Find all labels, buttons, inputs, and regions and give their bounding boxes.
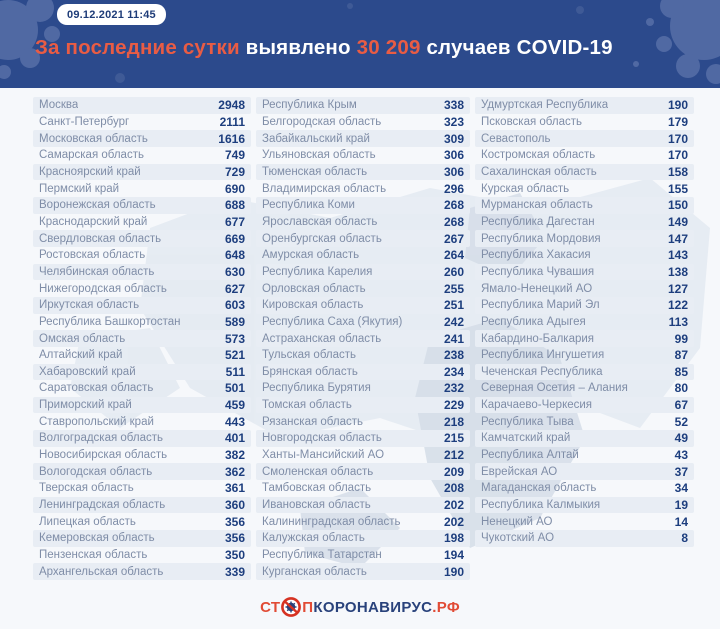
region-cases-value: 52 <box>674 414 688 429</box>
title-tail: случаев COVID-19 <box>420 36 613 59</box>
table-row <box>33 264 251 281</box>
region-name: Кемеровская область <box>39 532 155 545</box>
table-row <box>256 347 470 364</box>
region-name: Удмуртская Республика <box>481 99 609 112</box>
region-cases-value: 14 <box>674 514 688 529</box>
region-cases-value: 459 <box>224 398 245 413</box>
region-name: Свердловская область <box>39 232 162 245</box>
region-name: Ненецкий АО <box>481 515 553 528</box>
region-column <box>33 97 251 580</box>
region-cases-value: 242 <box>443 314 464 329</box>
region-name: Республика Карелия <box>262 265 373 278</box>
table-row <box>33 114 251 131</box>
table-row <box>33 230 251 247</box>
table-row <box>33 364 251 381</box>
region-name: Ставропольский край <box>39 415 154 428</box>
region-cases-value: 99 <box>674 331 688 346</box>
region-name: Республика Тыва <box>481 415 574 428</box>
region-cases-value: 194 <box>443 548 464 563</box>
region-name: Республика Калмыкия <box>481 499 601 512</box>
table-row <box>256 364 470 381</box>
region-cases-value: 501 <box>224 381 245 396</box>
table-row <box>475 314 694 331</box>
region-name: Астраханская область <box>262 332 382 345</box>
region-cases-value: 80 <box>674 381 688 396</box>
region-cases-value: 158 <box>667 164 688 179</box>
table-row <box>475 130 694 147</box>
region-name: Ульяновская область <box>262 149 376 162</box>
logo-main-text: КОРОНАВИРУС <box>313 598 433 616</box>
table-row <box>475 214 694 231</box>
table-row <box>475 147 694 164</box>
region-cases-value: 170 <box>667 131 688 146</box>
region-cases-value: 511 <box>225 364 245 379</box>
region-name: Архангельская область <box>39 565 164 578</box>
table-row <box>475 397 694 414</box>
region-cases-value: 323 <box>443 114 464 129</box>
table-row <box>256 463 470 480</box>
region-cases-value: 350 <box>224 548 245 563</box>
page-title <box>35 36 695 60</box>
region-name: Еврейская АО <box>481 465 558 478</box>
region-name: Иркутская область <box>39 299 140 312</box>
region-cases-value: 677 <box>224 214 245 229</box>
region-cases-value: 215 <box>443 431 464 446</box>
table-row <box>475 364 694 381</box>
region-cases-value: 209 <box>443 464 464 479</box>
table-row <box>475 264 694 281</box>
table-row <box>256 447 470 464</box>
table-row <box>33 430 251 447</box>
region-cases-value: 208 <box>443 481 464 496</box>
region-cases-value: 2111 <box>219 114 245 129</box>
region-name: Республика Бурятия <box>262 382 371 395</box>
region-name: Калужская область <box>262 532 365 545</box>
region-name: Забайкальский край <box>262 132 370 145</box>
table-row <box>256 147 470 164</box>
table-row <box>475 247 694 264</box>
table-row <box>33 130 251 147</box>
region-cases-value: 190 <box>667 98 688 113</box>
region-name: Кировская область <box>262 299 364 312</box>
table-row <box>33 147 251 164</box>
region-name: Алтайский край <box>39 349 123 362</box>
table-row <box>256 214 470 231</box>
region-cases-value: 268 <box>443 214 464 229</box>
region-cases-value: 669 <box>224 231 245 246</box>
region-name: Московская область <box>39 132 148 145</box>
table-row <box>475 197 694 214</box>
region-name: Хабаровский край <box>39 365 136 378</box>
region-name: Орловская область <box>262 282 366 295</box>
region-cases-value: 85 <box>674 364 688 379</box>
region-cases-value: 306 <box>443 164 464 179</box>
header-banner <box>0 0 720 88</box>
region-name: Тамбовская область <box>262 482 372 495</box>
table-row <box>33 513 251 530</box>
region-name: Вологодская область <box>39 465 153 478</box>
table-row <box>475 513 694 530</box>
region-name: Республика Марий Эл <box>481 299 600 312</box>
table-row <box>33 563 251 580</box>
region-cases-value: 113 <box>668 314 688 329</box>
stats-panel <box>0 88 720 629</box>
table-row <box>475 480 694 497</box>
region-name: Новгородская область <box>262 432 382 445</box>
table-row <box>256 114 470 131</box>
region-cases-value: 688 <box>224 198 245 213</box>
region-name: Ивановская область <box>262 499 371 512</box>
table-row <box>256 97 470 114</box>
table-row <box>33 497 251 514</box>
table-row <box>33 447 251 464</box>
region-cases-value: 382 <box>224 448 245 463</box>
region-name: Челябинская область <box>39 265 155 278</box>
table-row <box>475 164 694 181</box>
region-name: Ямало-Ненецкий АО <box>481 282 593 295</box>
region-name: Калининградская область <box>262 515 401 528</box>
table-row <box>256 330 470 347</box>
region-cases-value: 49 <box>674 431 688 446</box>
region-cases-value: 34 <box>674 481 688 496</box>
region-cases-value: 268 <box>443 198 464 213</box>
region-cases-value: 356 <box>224 514 245 529</box>
region-name: Республика Татарстан <box>262 549 382 562</box>
table-row <box>475 413 694 430</box>
table-row <box>33 164 251 181</box>
table-row <box>256 397 470 414</box>
region-name: Ярославская область <box>262 215 378 228</box>
region-cases-value: 170 <box>667 148 688 163</box>
region-cases-value: 603 <box>224 298 245 313</box>
region-name: Карачаево-Черкесия <box>481 399 593 412</box>
region-name: Республика Адыгея <box>481 315 586 328</box>
region-cases-value: 255 <box>443 281 464 296</box>
region-cases-value: 360 <box>224 498 245 513</box>
region-name: Республика Коми <box>262 199 355 212</box>
region-name: Новосибирская область <box>39 449 168 462</box>
region-name: Кабардино-Балкария <box>481 332 595 345</box>
region-name: Красноярский край <box>39 165 141 178</box>
table-row <box>256 197 470 214</box>
region-name: Севастополь <box>481 132 551 145</box>
region-cases-value: 87 <box>674 348 688 363</box>
region-name: Сахалинская область <box>481 165 597 178</box>
table-row <box>33 547 251 564</box>
table-row <box>256 513 470 530</box>
table-row <box>33 397 251 414</box>
region-name: Республика Хакасия <box>481 249 591 262</box>
region-cases-value: 8 <box>681 531 688 546</box>
table-row <box>256 280 470 297</box>
region-name: Республика Башкортостан <box>39 315 181 328</box>
region-name: Республика Чувашия <box>481 265 595 278</box>
table-row <box>256 230 470 247</box>
table-row <box>33 297 251 314</box>
table-row <box>256 314 470 331</box>
region-cases-value: 296 <box>443 181 464 196</box>
region-cases-value: 122 <box>667 298 688 313</box>
table-row <box>33 347 251 364</box>
region-name: Тюменская область <box>262 165 368 178</box>
table-row <box>475 230 694 247</box>
table-row <box>256 530 470 547</box>
region-name: Смоленская область <box>262 465 374 478</box>
region-name: Рязанская область <box>262 415 363 428</box>
region-name: Омская область <box>39 332 126 345</box>
region-name: Ленинградская область <box>39 499 166 512</box>
region-cases-value: 37 <box>674 464 688 479</box>
region-name: Республика Дагестан <box>481 215 595 228</box>
table-row <box>475 347 694 364</box>
regions-table <box>33 97 694 580</box>
region-cases-value: 260 <box>443 264 464 279</box>
title-accent-period: За последние сутки <box>35 36 240 59</box>
region-name: Приморский край <box>39 399 132 412</box>
region-cases-value: 521 <box>224 348 245 363</box>
region-cases-value: 155 <box>667 181 688 196</box>
region-name: Нижегородская область <box>39 282 167 295</box>
region-cases-value: 401 <box>224 431 245 446</box>
table-row <box>33 180 251 197</box>
region-name: Москва <box>39 99 79 112</box>
table-row <box>256 480 470 497</box>
region-name: Владимирская область <box>262 182 387 195</box>
region-cases-value: 143 <box>667 248 688 263</box>
region-name: Северная Осетия – Алания <box>481 382 628 395</box>
table-row <box>256 247 470 264</box>
table-row <box>33 314 251 331</box>
table-row <box>33 197 251 214</box>
region-cases-value: 251 <box>443 298 464 313</box>
region-name: Республика Саха (Якутия) <box>262 315 403 328</box>
region-name: Мурманская область <box>481 199 593 212</box>
region-cases-value: 179 <box>667 114 688 129</box>
table-row <box>475 114 694 131</box>
table-row <box>256 380 470 397</box>
table-row <box>256 430 470 447</box>
region-cases-value: 309 <box>443 131 464 146</box>
region-cases-value: 729 <box>224 164 245 179</box>
table-row <box>475 297 694 314</box>
region-cases-value: 338 <box>443 98 464 113</box>
region-name: Камчатский край <box>481 432 571 445</box>
title-case-count: 30 209 <box>356 36 421 59</box>
region-name: Чеченская Республика <box>481 365 603 378</box>
table-row <box>33 463 251 480</box>
region-cases-value: 218 <box>443 414 464 429</box>
region-cases-value: 627 <box>224 281 245 296</box>
table-row <box>33 380 251 397</box>
region-cases-value: 443 <box>224 414 245 429</box>
region-name: Курганская область <box>262 565 367 578</box>
region-name: Воронежская область <box>39 199 156 212</box>
table-row <box>256 130 470 147</box>
region-name: Брянская область <box>262 365 358 378</box>
region-cases-value: 267 <box>443 231 464 246</box>
region-cases-value: 138 <box>667 264 688 279</box>
table-row <box>33 480 251 497</box>
table-row <box>475 497 694 514</box>
region-name: Волгоградская область <box>39 432 163 445</box>
table-row <box>256 497 470 514</box>
region-cases-value: 212 <box>443 448 464 463</box>
region-cases-value: 229 <box>443 398 464 413</box>
region-cases-value: 589 <box>224 314 245 329</box>
logo-rf-text: .РФ <box>432 598 460 616</box>
date-text: 09.12.2021 11:45 <box>67 8 156 21</box>
region-column <box>256 97 470 580</box>
region-name: Чукотский АО <box>481 532 555 545</box>
region-name: Псковская область <box>481 115 582 128</box>
region-name: Ростовская область <box>39 249 146 262</box>
region-cases-value: 749 <box>224 148 245 163</box>
region-cases-value: 356 <box>224 531 245 546</box>
region-name: Амурская область <box>262 249 360 262</box>
region-name: Ханты-Мансийский АО <box>262 449 385 462</box>
table-row <box>256 264 470 281</box>
logo-st-text: СТ <box>260 598 281 616</box>
table-row <box>33 530 251 547</box>
table-row <box>33 214 251 231</box>
region-cases-value: 150 <box>667 198 688 213</box>
region-name: Пермский край <box>39 182 120 195</box>
region-name: Костромская область <box>481 149 596 162</box>
region-cases-value: 190 <box>443 564 464 579</box>
region-cases-value: 198 <box>443 531 464 546</box>
table-row <box>256 297 470 314</box>
table-row <box>475 380 694 397</box>
table-row <box>475 530 694 547</box>
table-row <box>256 180 470 197</box>
region-cases-value: 202 <box>443 514 464 529</box>
region-cases-value: 648 <box>224 248 245 263</box>
region-name: Липецкая область <box>39 515 136 528</box>
region-name: Пензенская область <box>39 549 148 562</box>
table-row <box>475 97 694 114</box>
region-cases-value: 339 <box>224 564 245 579</box>
region-name: Саратовская область <box>39 382 154 395</box>
stopcoronavirus-logo <box>0 595 720 619</box>
region-cases-value: 238 <box>443 348 464 363</box>
region-cases-value: 573 <box>224 331 245 346</box>
region-cases-value: 147 <box>667 231 688 246</box>
table-row <box>256 413 470 430</box>
table-row <box>475 447 694 464</box>
region-name: Тульская область <box>262 349 357 362</box>
region-cases-value: 234 <box>443 364 464 379</box>
region-name: Республика Мордовия <box>481 232 601 245</box>
region-name: Курская область <box>481 182 570 195</box>
table-row <box>475 430 694 447</box>
table-row <box>33 97 251 114</box>
region-name: Самарская область <box>39 149 144 162</box>
region-cases-value: 361 <box>224 481 245 496</box>
region-name: Республика Крым <box>262 99 357 112</box>
region-cases-value: 149 <box>667 214 688 229</box>
logo-p-text: П <box>302 598 314 616</box>
region-name: Тверская область <box>39 482 134 495</box>
region-cases-value: 127 <box>667 281 688 296</box>
region-cases-value: 264 <box>443 248 464 263</box>
region-cases-value: 1616 <box>218 131 245 146</box>
region-name: Белгородская область <box>262 115 382 128</box>
region-name: Магаданская область <box>481 482 597 495</box>
region-column <box>475 97 694 580</box>
table-row <box>256 547 470 564</box>
table-row <box>33 280 251 297</box>
region-cases-value: 232 <box>443 381 464 396</box>
region-name: Краснодарский край <box>39 215 148 228</box>
region-cases-value: 67 <box>674 398 688 413</box>
table-row <box>475 280 694 297</box>
region-cases-value: 306 <box>443 148 464 163</box>
region-cases-value: 362 <box>224 464 245 479</box>
table-row <box>256 164 470 181</box>
table-row <box>475 180 694 197</box>
table-row <box>33 413 251 430</box>
date-badge <box>57 4 166 25</box>
title-mid: выявлено <box>239 36 357 59</box>
region-cases-value: 630 <box>224 264 245 279</box>
table-row <box>256 563 470 580</box>
table-row <box>33 330 251 347</box>
region-cases-value: 202 <box>443 498 464 513</box>
region-name: Оренбургская область <box>262 232 382 245</box>
table-row <box>475 463 694 480</box>
region-name: Томская область <box>262 399 352 412</box>
region-cases-value: 2948 <box>218 98 245 113</box>
region-cases-value: 19 <box>674 498 688 513</box>
region-cases-value: 690 <box>224 181 245 196</box>
table-row <box>33 247 251 264</box>
region-cases-value: 43 <box>674 448 688 463</box>
no-virus-icon <box>281 597 301 617</box>
region-name: Республика Алтай <box>481 449 579 462</box>
table-row <box>475 330 694 347</box>
region-name: Санкт-Петербург <box>39 115 130 128</box>
region-cases-value: 241 <box>443 331 464 346</box>
region-name: Республика Ингушетия <box>481 349 605 362</box>
